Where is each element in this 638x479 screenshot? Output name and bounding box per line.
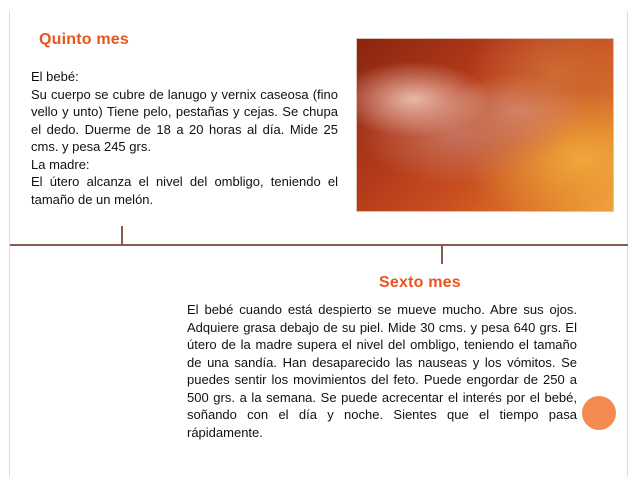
quinto-line-madre-description: El útero alcanza el nivel del ombligo, teniendo el tamaño de un melón.	[31, 174, 338, 207]
decorative-circle	[582, 396, 616, 430]
sexto-mes-text: El bebé cuando está despierto se mueve mucho. Abre sus ojos. Adquiere grasa debajo de su piel. Mide 30 cms. y pesa 640 grs. El útero de la madre supera el nivel del ombligo, teniendo el tamaño de una sandía. Han desaparecido las nauseas y los vómitos. Se puedes sentir los movimientos del feto. Puede engordar de 250 a 500 grs. a la semana. Se puede acrecentar el interés por el bebé, soñando con el día y noche. Sientes que el tiempo pasa rápidamente.	[187, 302, 577, 440]
timeline-line	[10, 244, 628, 246]
timeline-tick-sexto	[441, 246, 443, 264]
quinto-line-bebe-label: El bebé:	[31, 69, 79, 84]
sexto-mes-title: Sexto mes	[379, 274, 461, 291]
fetus-photo	[357, 39, 613, 211]
timeline-tick-quinto	[121, 226, 123, 244]
quinto-line-bebe-description: Su cuerpo se cubre de lanugo y vernix caseosa (fino vello y unto) Tiene pelo, pestañas y cejas. Se chupa el dedo. Duerme de 18 a 20 horas al día. Mide 25 cms. y pesa 245 grs.	[31, 86, 338, 154]
quinto-mes-title: Quinto mes	[39, 31, 130, 48]
quinto-mes-text	[31, 68, 338, 208]
quinto-line-madre-label: La madre:	[31, 156, 90, 172]
